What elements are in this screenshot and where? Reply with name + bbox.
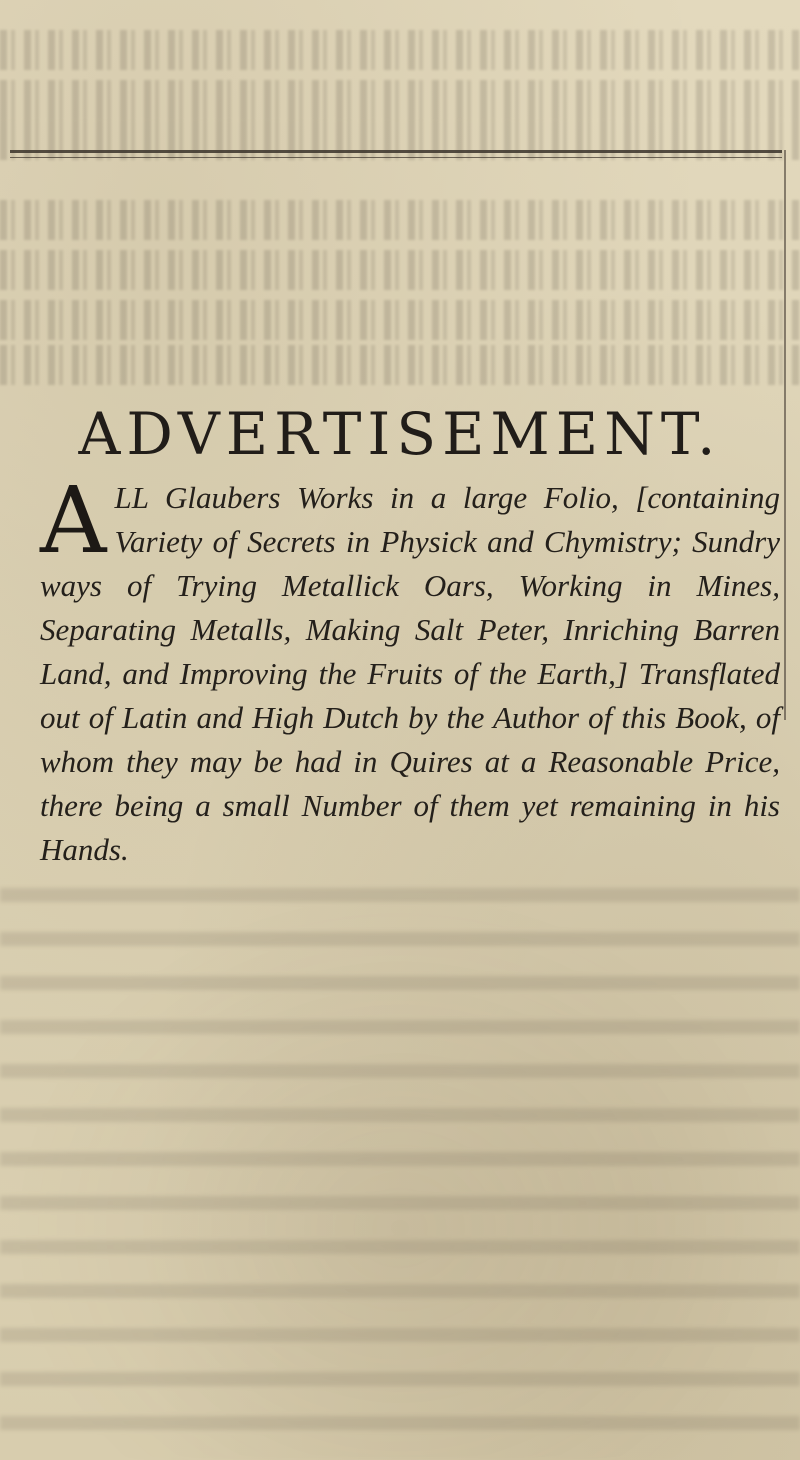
advertisement-body-text: LL Glaubers Works in a large Folio, [containing Variety of Secrets in Physick and Chymistry; Sundry ways of Trying Metallick Oars, Working in Mines, Separating Metalls, Making Salt Peter, Inriching Barren Land, and Improving the Fruits of the Earth,] Transflated out of Latin and High Dutch by the Author of this Book, of whom they may be had in Quires at a Reasonable Price, there being a small Number of them yet remaining in his Hands. [40, 480, 780, 867]
bleed-through-line [0, 80, 800, 120]
bleed-through-line [0, 120, 800, 160]
bleed-through-line [0, 345, 800, 385]
bleed-through-line [0, 30, 800, 70]
bleed-through-lower [0, 880, 800, 1460]
bleed-through-line [0, 200, 800, 240]
bleed-through-line [0, 300, 800, 340]
top-rule [10, 150, 782, 153]
top-rule-thin [10, 157, 782, 158]
drop-cap-letter: A [40, 467, 107, 574]
bleed-through-line [0, 250, 800, 290]
advertisement-heading: ADVERTISEMENT. [78, 400, 722, 468]
advertisement-body [40, 467, 780, 872]
